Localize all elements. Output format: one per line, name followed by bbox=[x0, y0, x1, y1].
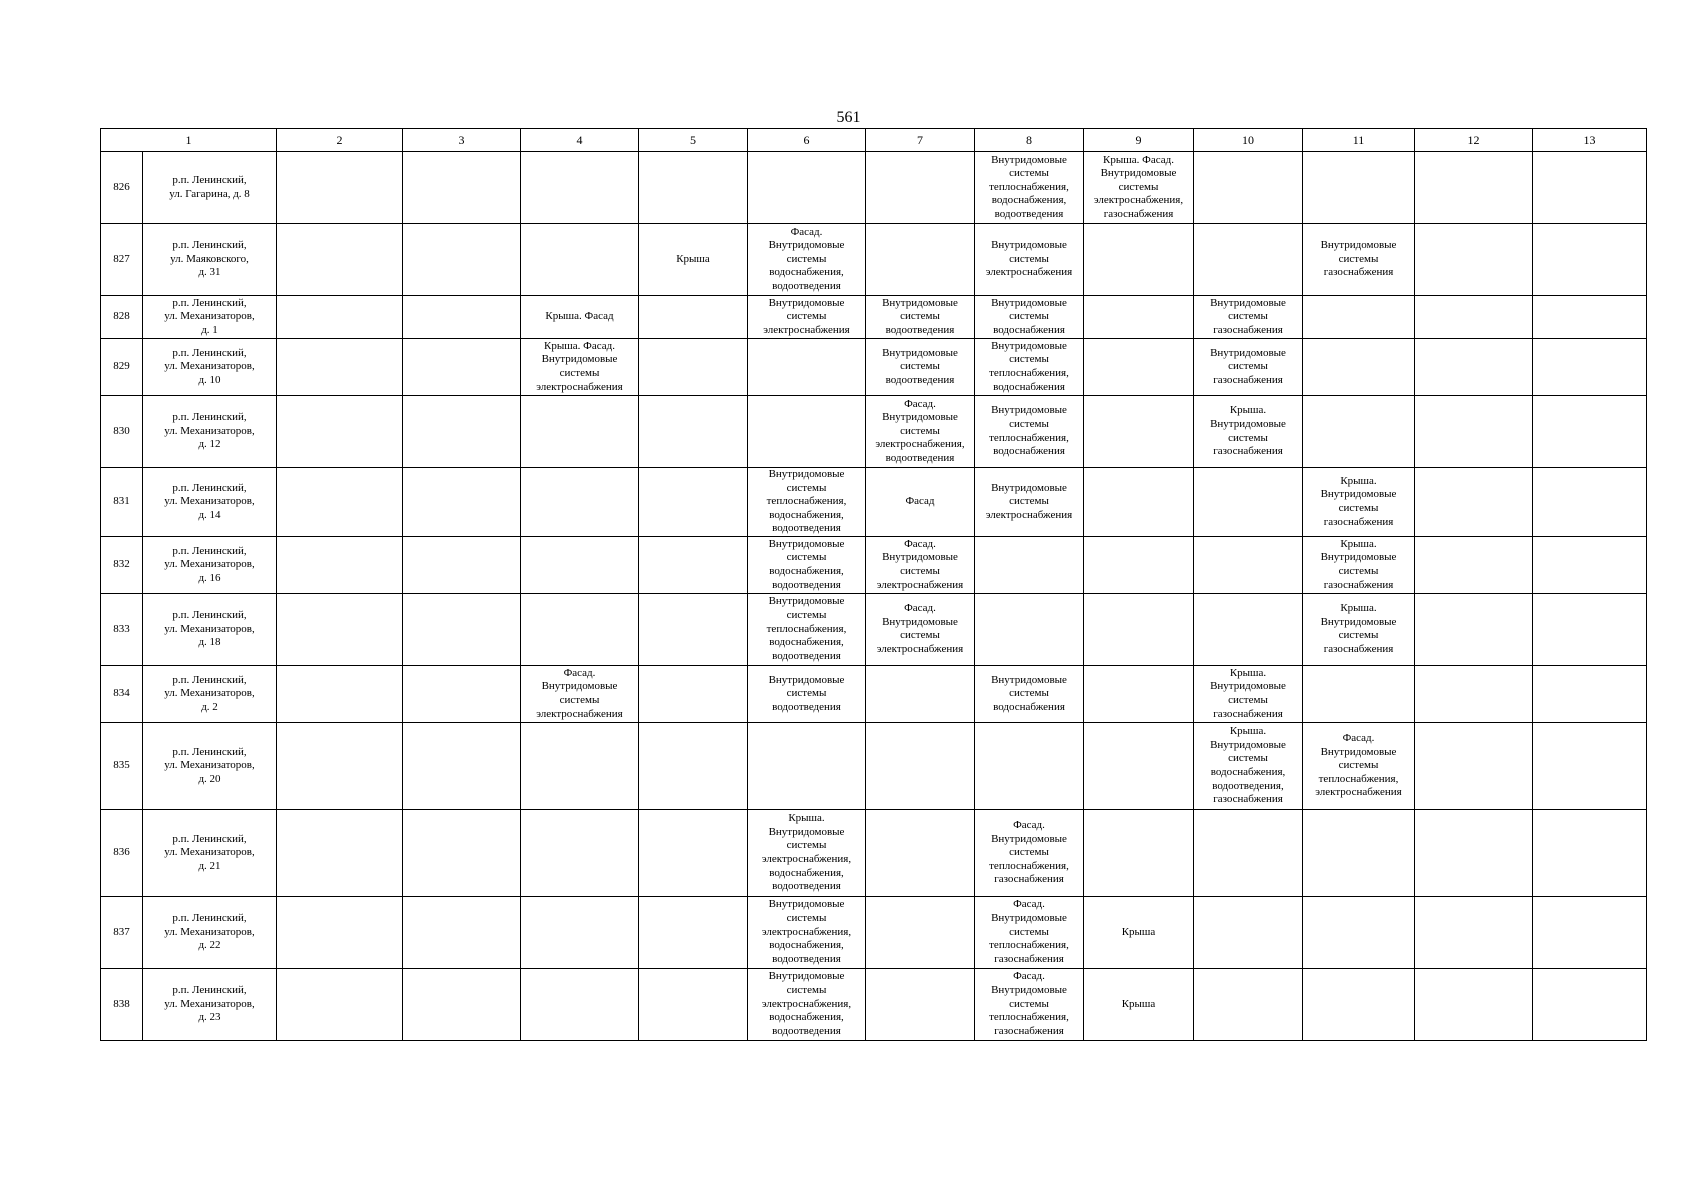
work-cell-col-7: Фасад. Внутридомовые системы электроснабжения bbox=[866, 593, 975, 665]
row-number-cell: 830 bbox=[101, 396, 143, 468]
work-cell-col-11 bbox=[1303, 339, 1415, 396]
work-cell-col-4: Фасад. Внутридомовые системы электроснабжения bbox=[521, 665, 639, 722]
work-cell-col-8: Внутридомовые системы теплоснабжения, водоснабжения bbox=[975, 396, 1084, 468]
work-cell-col-13 bbox=[1533, 722, 1647, 809]
work-cell-col-13 bbox=[1533, 296, 1647, 339]
work-cell-col-9 bbox=[1084, 296, 1194, 339]
work-cell-col-10 bbox=[1194, 536, 1303, 593]
work-cell-col-10 bbox=[1194, 896, 1303, 968]
work-cell-col-3 bbox=[403, 809, 521, 896]
work-cell-col-7 bbox=[866, 809, 975, 896]
work-cell-col-11: Фасад. Внутридомовые системы теплоснабжения, электроснабжения bbox=[1303, 722, 1415, 809]
work-cell-col-3 bbox=[403, 536, 521, 593]
work-cell-col-3 bbox=[403, 665, 521, 722]
work-cell-col-2 bbox=[277, 339, 403, 396]
work-cell-col-13 bbox=[1533, 536, 1647, 593]
row-number-cell: 838 bbox=[101, 968, 143, 1040]
work-cell-col-7: Внутридомовые системы водоотведения bbox=[866, 339, 975, 396]
work-cell-col-9: Крыша bbox=[1084, 896, 1194, 968]
work-cell-col-10: Внутридомовые системы газоснабжения bbox=[1194, 296, 1303, 339]
work-cell-col-13 bbox=[1533, 339, 1647, 396]
work-cell-col-7 bbox=[866, 665, 975, 722]
work-cell-col-4 bbox=[521, 722, 639, 809]
work-cell-col-4: Крыша. Фасад. Внутридомовые системы электроснабжения bbox=[521, 339, 639, 396]
work-cell-col-9 bbox=[1084, 809, 1194, 896]
work-cell-col-13 bbox=[1533, 396, 1647, 468]
work-cell-col-3 bbox=[403, 152, 521, 224]
column-header: 7 bbox=[866, 129, 975, 152]
column-header: 5 bbox=[639, 129, 748, 152]
column-header: 2 bbox=[277, 129, 403, 152]
work-cell-col-12 bbox=[1415, 296, 1533, 339]
work-cell-col-8: Фасад. Внутридомовые системы теплоснабжения, газоснабжения bbox=[975, 896, 1084, 968]
row-number-cell: 828 bbox=[101, 296, 143, 339]
work-cell-col-6: Внутридомовые системы электроснабжения, водоснабжения, водоотведения bbox=[748, 968, 866, 1040]
work-cell-col-11 bbox=[1303, 152, 1415, 224]
work-cell-col-9 bbox=[1084, 468, 1194, 537]
table-row bbox=[101, 722, 1647, 809]
work-cell-col-6 bbox=[748, 152, 866, 224]
work-cell-col-8 bbox=[975, 722, 1084, 809]
address-cell: р.п. Ленинский, ул. Механизаторов, д. 14 bbox=[143, 468, 277, 537]
work-cell-col-13 bbox=[1533, 968, 1647, 1040]
work-cell-col-3 bbox=[403, 296, 521, 339]
work-cell-col-9 bbox=[1084, 339, 1194, 396]
column-header: 3 bbox=[403, 129, 521, 152]
table-row bbox=[101, 593, 1647, 665]
table-row bbox=[101, 896, 1647, 968]
column-header: 8 bbox=[975, 129, 1084, 152]
column-header: 11 bbox=[1303, 129, 1415, 152]
work-cell-col-8: Внутридомовые системы электроснабжения bbox=[975, 224, 1084, 296]
work-cell-col-4 bbox=[521, 968, 639, 1040]
work-cell-col-3 bbox=[403, 593, 521, 665]
row-number-cell: 826 bbox=[101, 152, 143, 224]
work-cell-col-13 bbox=[1533, 468, 1647, 537]
work-cell-col-12 bbox=[1415, 224, 1533, 296]
work-cell-col-9 bbox=[1084, 665, 1194, 722]
work-cell-col-6: Внутридомовые системы теплоснабжения, водоснабжения, водоотведения bbox=[748, 593, 866, 665]
work-cell-col-11 bbox=[1303, 896, 1415, 968]
column-header: 4 bbox=[521, 129, 639, 152]
work-cell-col-11: Внутридомовые системы газоснабжения bbox=[1303, 224, 1415, 296]
column-header: 12 bbox=[1415, 129, 1533, 152]
work-cell-col-2 bbox=[277, 896, 403, 968]
work-cell-col-7: Фасад. Внутридомовые системы электроснабжения, водоотведения bbox=[866, 396, 975, 468]
work-cell-col-4 bbox=[521, 396, 639, 468]
work-cell-col-3 bbox=[403, 224, 521, 296]
work-cell-col-6 bbox=[748, 339, 866, 396]
work-cell-col-12 bbox=[1415, 152, 1533, 224]
work-cell-col-2 bbox=[277, 968, 403, 1040]
work-cell-col-3 bbox=[403, 468, 521, 537]
work-cell-col-10 bbox=[1194, 152, 1303, 224]
work-cell-col-7: Фасад. Внутридомовые системы электроснабжения bbox=[866, 536, 975, 593]
work-cell-col-10 bbox=[1194, 809, 1303, 896]
row-number-cell: 837 bbox=[101, 896, 143, 968]
work-cell-col-10 bbox=[1194, 593, 1303, 665]
work-cell-col-12 bbox=[1415, 593, 1533, 665]
table-row bbox=[101, 224, 1647, 296]
row-number-cell: 832 bbox=[101, 536, 143, 593]
work-cell-col-5 bbox=[639, 896, 748, 968]
work-cell-col-2 bbox=[277, 224, 403, 296]
address-cell: р.п. Ленинский, ул. Механизаторов, д. 1 bbox=[143, 296, 277, 339]
work-cell-col-2 bbox=[277, 722, 403, 809]
work-cell-col-6: Внутридомовые системы электроснабжения bbox=[748, 296, 866, 339]
work-cell-col-10 bbox=[1194, 968, 1303, 1040]
work-cell-col-2 bbox=[277, 809, 403, 896]
work-cell-col-9 bbox=[1084, 593, 1194, 665]
work-cell-col-6: Крыша. Внутридомовые системы электроснабжения, водоснабжения, водоотведения bbox=[748, 809, 866, 896]
work-cell-col-7 bbox=[866, 896, 975, 968]
row-number-cell: 834 bbox=[101, 665, 143, 722]
address-cell: р.п. Ленинский, ул. Механизаторов, д. 2 bbox=[143, 665, 277, 722]
address-cell: р.п. Ленинский, ул. Механизаторов, д. 23 bbox=[143, 968, 277, 1040]
table-row bbox=[101, 665, 1647, 722]
column-header: 10 bbox=[1194, 129, 1303, 152]
work-cell-col-5 bbox=[639, 396, 748, 468]
column-header: 13 bbox=[1533, 129, 1647, 152]
work-cell-col-7: Фасад bbox=[866, 468, 975, 537]
work-cell-col-10 bbox=[1194, 224, 1303, 296]
work-cell-col-4: Крыша. Фасад bbox=[521, 296, 639, 339]
work-cell-col-3 bbox=[403, 722, 521, 809]
work-cell-col-7 bbox=[866, 968, 975, 1040]
work-cell-col-12 bbox=[1415, 536, 1533, 593]
work-cell-col-3 bbox=[403, 339, 521, 396]
work-cell-col-9 bbox=[1084, 224, 1194, 296]
address-cell: р.п. Ленинский, ул. Механизаторов, д. 16 bbox=[143, 536, 277, 593]
column-header: 1 bbox=[101, 129, 277, 152]
column-number-row bbox=[101, 129, 1647, 152]
work-cell-col-5 bbox=[639, 593, 748, 665]
work-cell-col-3 bbox=[403, 896, 521, 968]
work-cell-col-9 bbox=[1084, 722, 1194, 809]
row-number-cell: 827 bbox=[101, 224, 143, 296]
work-cell-col-6: Фасад. Внутридомовые системы водоснабжения, водоотведения bbox=[748, 224, 866, 296]
work-cell-col-13 bbox=[1533, 152, 1647, 224]
work-cell-col-11 bbox=[1303, 968, 1415, 1040]
address-cell: р.п. Ленинский, ул. Механизаторов, д. 12 bbox=[143, 396, 277, 468]
address-cell: р.п. Ленинский, ул. Механизаторов, д. 21 bbox=[143, 809, 277, 896]
work-cell-col-2 bbox=[277, 396, 403, 468]
table-row bbox=[101, 296, 1647, 339]
work-cell-col-9 bbox=[1084, 396, 1194, 468]
work-cell-col-2 bbox=[277, 296, 403, 339]
work-cell-col-2 bbox=[277, 665, 403, 722]
address-cell: р.п. Ленинский, ул. Механизаторов, д. 18 bbox=[143, 593, 277, 665]
work-cell-col-9: Крыша bbox=[1084, 968, 1194, 1040]
column-header: 9 bbox=[1084, 129, 1194, 152]
work-cell-col-5 bbox=[639, 468, 748, 537]
work-cell-col-5 bbox=[639, 152, 748, 224]
work-cell-col-10: Крыша. Внутридомовые системы газоснабжения bbox=[1194, 665, 1303, 722]
row-number-cell: 829 bbox=[101, 339, 143, 396]
work-cell-col-5 bbox=[639, 665, 748, 722]
work-cell-col-5 bbox=[639, 722, 748, 809]
work-cell-col-5 bbox=[639, 536, 748, 593]
work-cell-col-7 bbox=[866, 224, 975, 296]
work-cell-col-13 bbox=[1533, 593, 1647, 665]
table-row bbox=[101, 339, 1647, 396]
work-cell-col-4 bbox=[521, 152, 639, 224]
work-cell-col-2 bbox=[277, 593, 403, 665]
work-cell-col-11 bbox=[1303, 296, 1415, 339]
page-number: 561 bbox=[836, 109, 861, 126]
work-cell-col-7: Внутридомовые системы водоотведения bbox=[866, 296, 975, 339]
work-cell-col-6 bbox=[748, 722, 866, 809]
work-cell-col-4 bbox=[521, 536, 639, 593]
work-cell-col-2 bbox=[277, 468, 403, 537]
work-cell-col-8 bbox=[975, 593, 1084, 665]
table-body bbox=[101, 129, 1647, 1041]
work-cell-col-2 bbox=[277, 152, 403, 224]
work-cell-col-10: Внутридомовые системы газоснабжения bbox=[1194, 339, 1303, 396]
work-cell-col-12 bbox=[1415, 396, 1533, 468]
work-cell-col-10: Крыша. Внутридомовые системы водоснабжения, водоотведения, газоснабжения bbox=[1194, 722, 1303, 809]
work-cell-col-4 bbox=[521, 468, 639, 537]
work-cell-col-9: Крыша. Фасад. Внутридомовые системы электроснабжения, газоснабжения bbox=[1084, 152, 1194, 224]
work-cell-col-5 bbox=[639, 296, 748, 339]
work-cell-col-8: Фасад. Внутридомовые системы теплоснабжения, газоснабжения bbox=[975, 809, 1084, 896]
row-number-cell: 836 bbox=[101, 809, 143, 896]
table-row bbox=[101, 968, 1647, 1040]
work-cell-col-8: Внутридомовые системы теплоснабжения, водоснабжения bbox=[975, 339, 1084, 396]
work-cell-col-12 bbox=[1415, 468, 1533, 537]
work-cell-col-12 bbox=[1415, 665, 1533, 722]
work-cell-col-2 bbox=[277, 536, 403, 593]
work-cell-col-4 bbox=[521, 809, 639, 896]
work-cell-col-12 bbox=[1415, 722, 1533, 809]
work-cell-col-9 bbox=[1084, 536, 1194, 593]
address-cell: р.п. Ленинский, ул. Механизаторов, д. 20 bbox=[143, 722, 277, 809]
address-cell: р.п. Ленинский, ул. Механизаторов, д. 10 bbox=[143, 339, 277, 396]
work-cell-col-6: Внутридомовые системы водоснабжения, водоотведения bbox=[748, 536, 866, 593]
work-cell-col-8: Внутридомовые системы теплоснабжения, водоснабжения, водоотведения bbox=[975, 152, 1084, 224]
work-cell-col-5: Крыша bbox=[639, 224, 748, 296]
work-cell-col-7 bbox=[866, 152, 975, 224]
work-cell-col-10 bbox=[1194, 468, 1303, 537]
work-cell-col-6: Внутридомовые системы теплоснабжения, водоснабжения, водоотведения bbox=[748, 468, 866, 537]
work-cell-col-6: Внутридомовые системы водоотведения bbox=[748, 665, 866, 722]
work-cell-col-13 bbox=[1533, 224, 1647, 296]
work-cell-col-5 bbox=[639, 339, 748, 396]
address-cell: р.п. Ленинский, ул. Механизаторов, д. 22 bbox=[143, 896, 277, 968]
work-cell-col-3 bbox=[403, 968, 521, 1040]
address-cell: р.п. Ленинский, ул. Маяковского, д. 31 bbox=[143, 224, 277, 296]
row-number-cell: 833 bbox=[101, 593, 143, 665]
table-row bbox=[101, 396, 1647, 468]
work-cell-col-8: Внутридомовые системы водоснабжения bbox=[975, 296, 1084, 339]
work-cell-col-6 bbox=[748, 396, 866, 468]
work-cell-col-11 bbox=[1303, 396, 1415, 468]
work-cell-col-11: Крыша. Внутридомовые системы газоснабжения bbox=[1303, 593, 1415, 665]
work-cell-col-13 bbox=[1533, 665, 1647, 722]
work-cell-col-10: Крыша. Внутридомовые системы газоснабжения bbox=[1194, 396, 1303, 468]
table-row bbox=[101, 468, 1647, 537]
work-cell-col-13 bbox=[1533, 809, 1647, 896]
table-row bbox=[101, 809, 1647, 896]
work-cell-col-12 bbox=[1415, 968, 1533, 1040]
table-row bbox=[101, 536, 1647, 593]
row-number-cell: 835 bbox=[101, 722, 143, 809]
work-cell-col-3 bbox=[403, 396, 521, 468]
address-cell: р.п. Ленинский, ул. Гагарина, д. 8 bbox=[143, 152, 277, 224]
table-row bbox=[101, 152, 1647, 224]
work-cell-col-8: Внутридомовые системы водоснабжения bbox=[975, 665, 1084, 722]
work-cell-col-7 bbox=[866, 722, 975, 809]
work-cell-col-11 bbox=[1303, 809, 1415, 896]
work-cell-col-12 bbox=[1415, 809, 1533, 896]
work-cell-col-12 bbox=[1415, 896, 1533, 968]
work-cell-col-5 bbox=[639, 968, 748, 1040]
work-cell-col-8: Фасад. Внутридомовые системы теплоснабжения, газоснабжения bbox=[975, 968, 1084, 1040]
work-cell-col-4 bbox=[521, 224, 639, 296]
work-cell-col-6: Внутридомовые системы электроснабжения, водоснабжения, водоотведения bbox=[748, 896, 866, 968]
work-cell-col-8 bbox=[975, 536, 1084, 593]
work-cell-col-4 bbox=[521, 896, 639, 968]
work-cell-col-12 bbox=[1415, 339, 1533, 396]
work-cell-col-11: Крыша. Внутридомовые системы газоснабжения bbox=[1303, 468, 1415, 537]
work-cell-col-11 bbox=[1303, 665, 1415, 722]
work-cell-col-11: Крыша. Внутридомовые системы газоснабжения bbox=[1303, 536, 1415, 593]
work-cell-col-13 bbox=[1533, 896, 1647, 968]
work-cell-col-4 bbox=[521, 593, 639, 665]
row-number-cell: 831 bbox=[101, 468, 143, 537]
work-cell-col-5 bbox=[639, 809, 748, 896]
work-cell-col-8: Внутридомовые системы электроснабжения bbox=[975, 468, 1084, 537]
repair-schedule-table bbox=[100, 128, 1647, 1041]
column-header: 6 bbox=[748, 129, 866, 152]
